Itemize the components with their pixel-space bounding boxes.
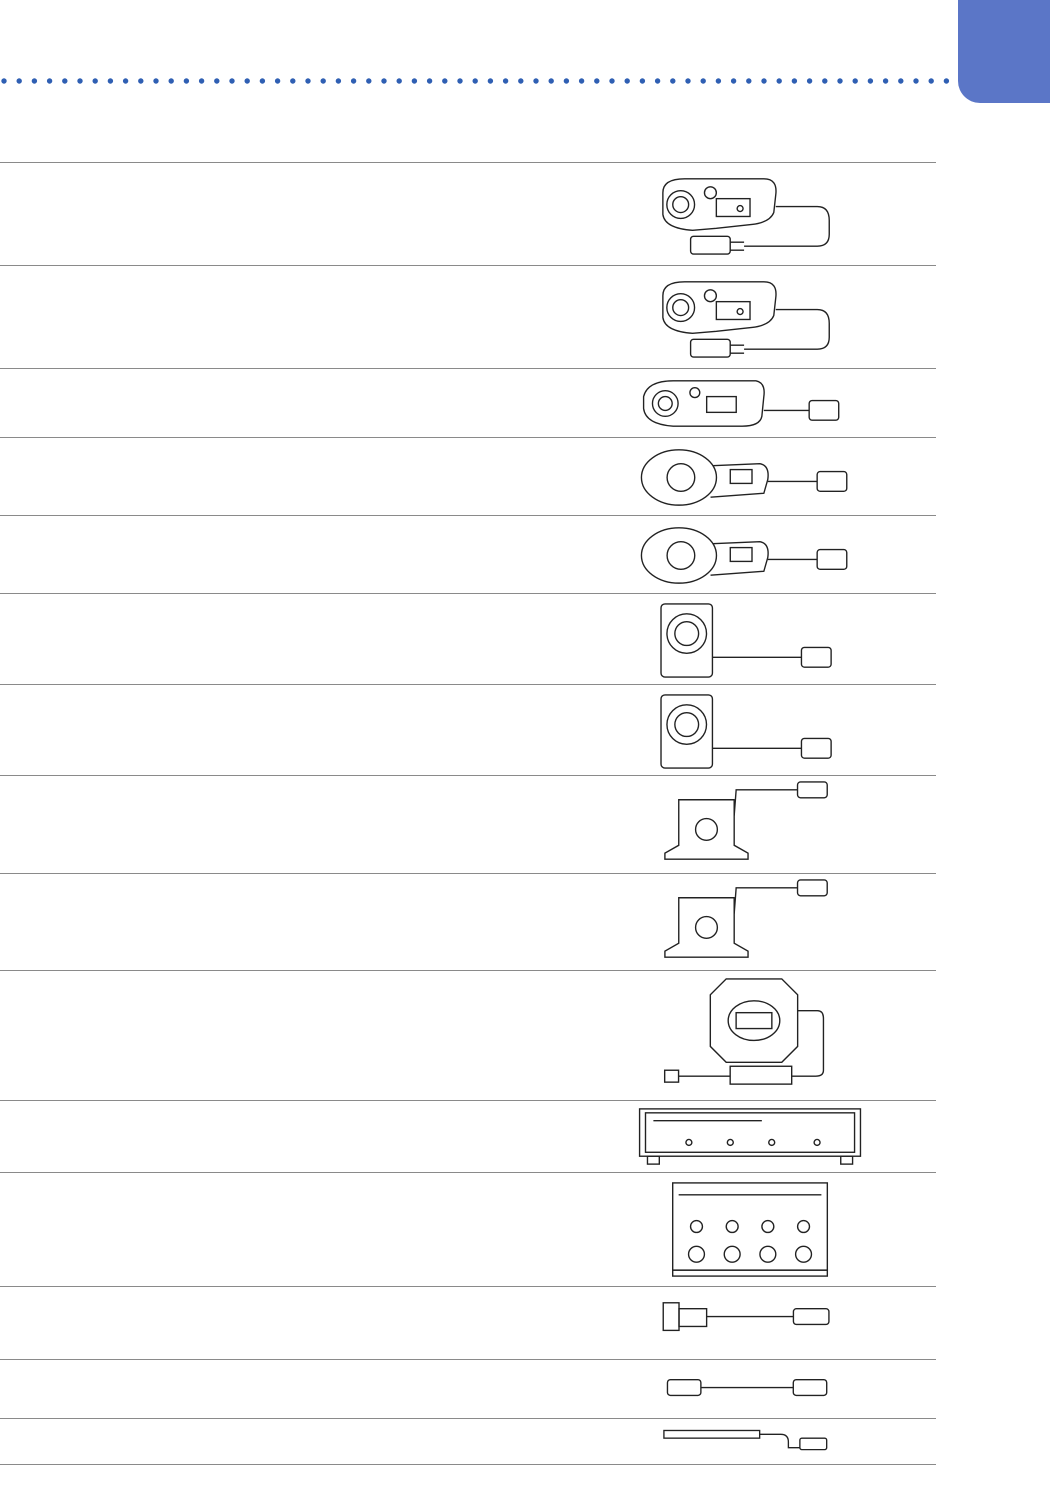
clamp-current-probe-large-jaw-icon — [632, 438, 872, 515]
clamp-current-probe-small-icon — [632, 163, 872, 265]
divider-dot — [746, 78, 751, 83]
divider-dot — [427, 78, 432, 83]
chapter-tab — [958, 0, 1050, 103]
divider-dot — [305, 78, 310, 83]
clamp-current-probe-large-jaw-variant-icon — [632, 516, 872, 593]
divider-dot — [731, 78, 736, 83]
ac-dc-current-sensor-mount-variant-icon — [632, 874, 872, 970]
divider-dot — [609, 78, 614, 83]
divider-dot — [701, 78, 706, 83]
divider-dot — [518, 78, 523, 83]
clamp-current-probe-compact-icon — [632, 369, 872, 437]
divider-dot — [17, 78, 22, 83]
divider-dot — [488, 78, 493, 83]
list-item — [0, 437, 936, 515]
high-precision-current-sensor-icon — [632, 971, 872, 1100]
divider-dot — [549, 78, 554, 83]
divider-dot — [366, 78, 371, 83]
sensor-unit-4ch-icon — [632, 1173, 872, 1286]
divider-dot — [123, 78, 128, 83]
divider-dot — [214, 78, 219, 83]
list-item — [0, 162, 936, 265]
divider-dot — [275, 78, 280, 83]
divider-dot — [412, 78, 417, 83]
current-probe-pen-icon — [632, 1419, 872, 1464]
list-item — [0, 684, 936, 775]
divider-dot — [108, 78, 113, 83]
divider-dot — [929, 78, 934, 83]
divider-dot — [153, 78, 158, 83]
divider-dot — [761, 78, 766, 83]
list-item — [0, 368, 936, 437]
divider-dot — [898, 78, 903, 83]
divider-dot — [594, 78, 599, 83]
divider-dot — [853, 78, 858, 83]
divider-dot — [351, 78, 356, 83]
extension-cable-icon — [632, 1360, 872, 1418]
divider-dot — [792, 78, 797, 83]
divider-dot — [184, 78, 189, 83]
list-item — [0, 1172, 936, 1286]
conversion-cable-icon — [632, 1287, 872, 1359]
divider-dot — [442, 78, 447, 83]
divider-dot — [245, 78, 250, 83]
divider-dot — [883, 78, 888, 83]
list-item — [0, 1286, 936, 1359]
divider-dot — [77, 78, 82, 83]
divider-dot — [837, 78, 842, 83]
divider-dot — [93, 78, 98, 83]
divider-dot — [62, 78, 67, 83]
dotted-divider — [0, 74, 950, 88]
divider-dot — [868, 78, 873, 83]
divider-dot — [822, 78, 827, 83]
divider-dot — [260, 78, 265, 83]
divider-dot — [777, 78, 782, 83]
ac-dc-current-sensor-mount-icon — [632, 776, 872, 873]
divider-dot — [1, 78, 6, 83]
divider-dot — [913, 78, 918, 83]
list-item — [0, 970, 936, 1100]
divider-dot — [625, 78, 630, 83]
divider-dot — [564, 78, 569, 83]
divider-dot — [640, 78, 645, 83]
divider-dot — [381, 78, 386, 83]
divider-dot — [199, 78, 204, 83]
divider-dot — [503, 78, 508, 83]
list-item — [0, 1100, 936, 1172]
divider-dot — [290, 78, 295, 83]
pass-through-sensor-icon — [632, 594, 872, 684]
list-item — [0, 265, 936, 368]
divider-dot — [655, 78, 660, 83]
divider-dot — [944, 78, 949, 83]
divider-dot — [579, 78, 584, 83]
divider-dot — [32, 78, 37, 83]
clamp-current-probe-small-long-cable-icon — [632, 266, 872, 368]
divider-dot — [473, 78, 478, 83]
list-item — [0, 1359, 936, 1418]
divider-dot — [229, 78, 234, 83]
list-item — [0, 1418, 936, 1465]
divider-dot — [169, 78, 174, 83]
divider-dot — [533, 78, 538, 83]
sensor-unit-rack-icon — [632, 1101, 872, 1172]
divider-dot — [138, 78, 143, 83]
divider-dot — [47, 78, 52, 83]
product-list — [0, 162, 936, 1465]
list-item — [0, 775, 936, 873]
divider-dot — [685, 78, 690, 83]
list-item — [0, 593, 936, 684]
divider-dot — [397, 78, 402, 83]
divider-dot — [716, 78, 721, 83]
list-item — [0, 873, 936, 970]
divider-dot — [321, 78, 326, 83]
divider-dot — [457, 78, 462, 83]
divider-dot — [336, 78, 341, 83]
list-item — [0, 515, 936, 593]
divider-dot — [807, 78, 812, 83]
pass-through-sensor-variant-icon — [632, 685, 872, 775]
divider-dot — [670, 78, 675, 83]
